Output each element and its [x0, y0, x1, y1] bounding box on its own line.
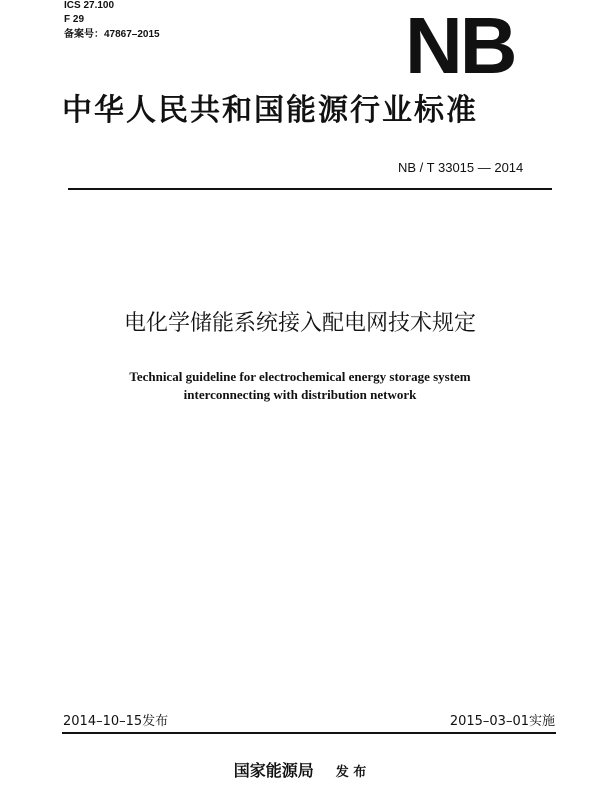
classification-code: F 29 — [64, 14, 85, 25]
document-title-chinese: 电化学储能系统接入配电网技术规定 — [123, 311, 476, 336]
issuer-name: 国家能源局 — [233, 761, 314, 780]
record-number: 备案号：47867–2015 — [64, 29, 160, 40]
issuer-line — [0, 760, 600, 784]
header-divider — [68, 188, 552, 190]
standard-category-title: 中华人民共和国能源行业标准 — [62, 93, 478, 128]
issuer-action: 发 布 — [335, 765, 367, 780]
document-title-english-line1: Technical guideline for electrochemical energy storage system — [129, 369, 471, 384]
standard-number: NB / T 33015 — 2014 — [398, 160, 524, 175]
publish-date: 2014–10–15发布 — [63, 714, 169, 729]
document-title-english-line2: interconnecting with distribution network — [183, 387, 417, 402]
footer-divider — [62, 732, 556, 734]
nb-logo: NB — [405, 1, 515, 90]
ics-code: ICS 27.100 — [64, 0, 115, 11]
effective-date: 2015–03–01实施 — [449, 714, 555, 729]
